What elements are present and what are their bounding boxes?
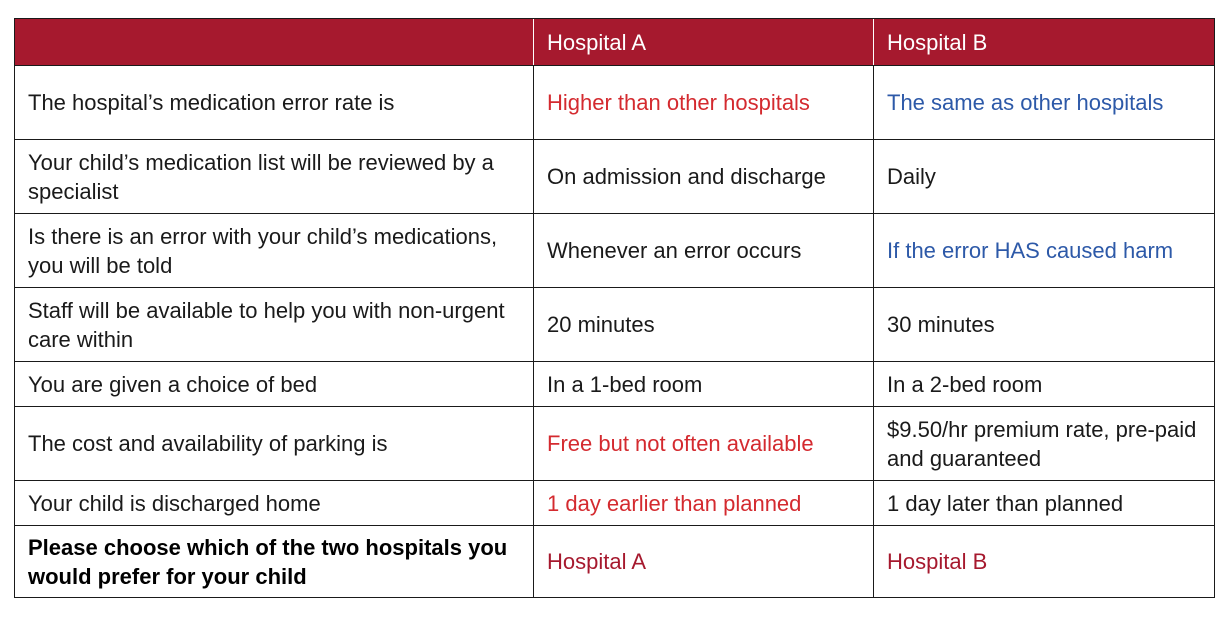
- table-row-discharge: [15, 481, 1215, 526]
- header-hospital-a: Hospital A: [534, 19, 874, 66]
- choose-hospital-b-option[interactable]: Hospital B: [874, 526, 1215, 598]
- attribute-label: Your child is discharged home: [15, 481, 534, 526]
- hospital-a-value: Higher than other hospitals: [534, 66, 874, 140]
- attribute-label: The cost and availability of parking is: [15, 407, 534, 481]
- attribute-label: The hospital’s medication error rate is: [15, 66, 534, 140]
- header-attribute-cell: [15, 19, 534, 66]
- hospital-b-value: In a 2-bed room: [874, 362, 1215, 407]
- hospital-a-value: Free but not often available: [534, 407, 874, 481]
- hospital-b-value: 1 day later than planned: [874, 481, 1215, 526]
- hospital-a-value: In a 1-bed room: [534, 362, 874, 407]
- attribute-label: Is there is an error with your child’s medications, you will be told: [15, 214, 534, 288]
- table-row-error-disclosure: [15, 214, 1215, 288]
- table-row-bed-choice: [15, 362, 1215, 407]
- hospital-a-value: 1 day earlier than planned: [534, 481, 874, 526]
- choice-task-table: [14, 18, 1215, 598]
- hospital-b-value: 30 minutes: [874, 288, 1215, 362]
- hospital-b-value: $9.50/hr premium rate, pre-paid and guaranteed: [874, 407, 1215, 481]
- table-row-staff-availability: [15, 288, 1215, 362]
- header-row: [15, 19, 1215, 66]
- attribute-label: Staff will be available to help you with non-urgent care within: [15, 288, 534, 362]
- choose-hospital-a-option[interactable]: Hospital A: [534, 526, 874, 598]
- attribute-label: Your child’s medication list will be reviewed by a specialist: [15, 140, 534, 214]
- choice-prompt: Please choose which of the two hospitals you would prefer for your child: [15, 526, 534, 598]
- hospital-a-value: On admission and discharge: [534, 140, 874, 214]
- hospital-b-value: Daily: [874, 140, 1215, 214]
- header-hospital-b: Hospital B: [874, 19, 1215, 66]
- table-row-medication-error-rate: [15, 66, 1215, 140]
- hospital-a-value: 20 minutes: [534, 288, 874, 362]
- hospital-a-value: Whenever an error occurs: [534, 214, 874, 288]
- table-row-parking: [15, 407, 1215, 481]
- attribute-label: You are given a choice of bed: [15, 362, 534, 407]
- hospital-b-value: If the error HAS caused harm: [874, 214, 1215, 288]
- table-row-medication-review: [15, 140, 1215, 214]
- hospital-b-value: The same as other hospitals: [874, 66, 1215, 140]
- table-row-choice: [15, 526, 1215, 598]
